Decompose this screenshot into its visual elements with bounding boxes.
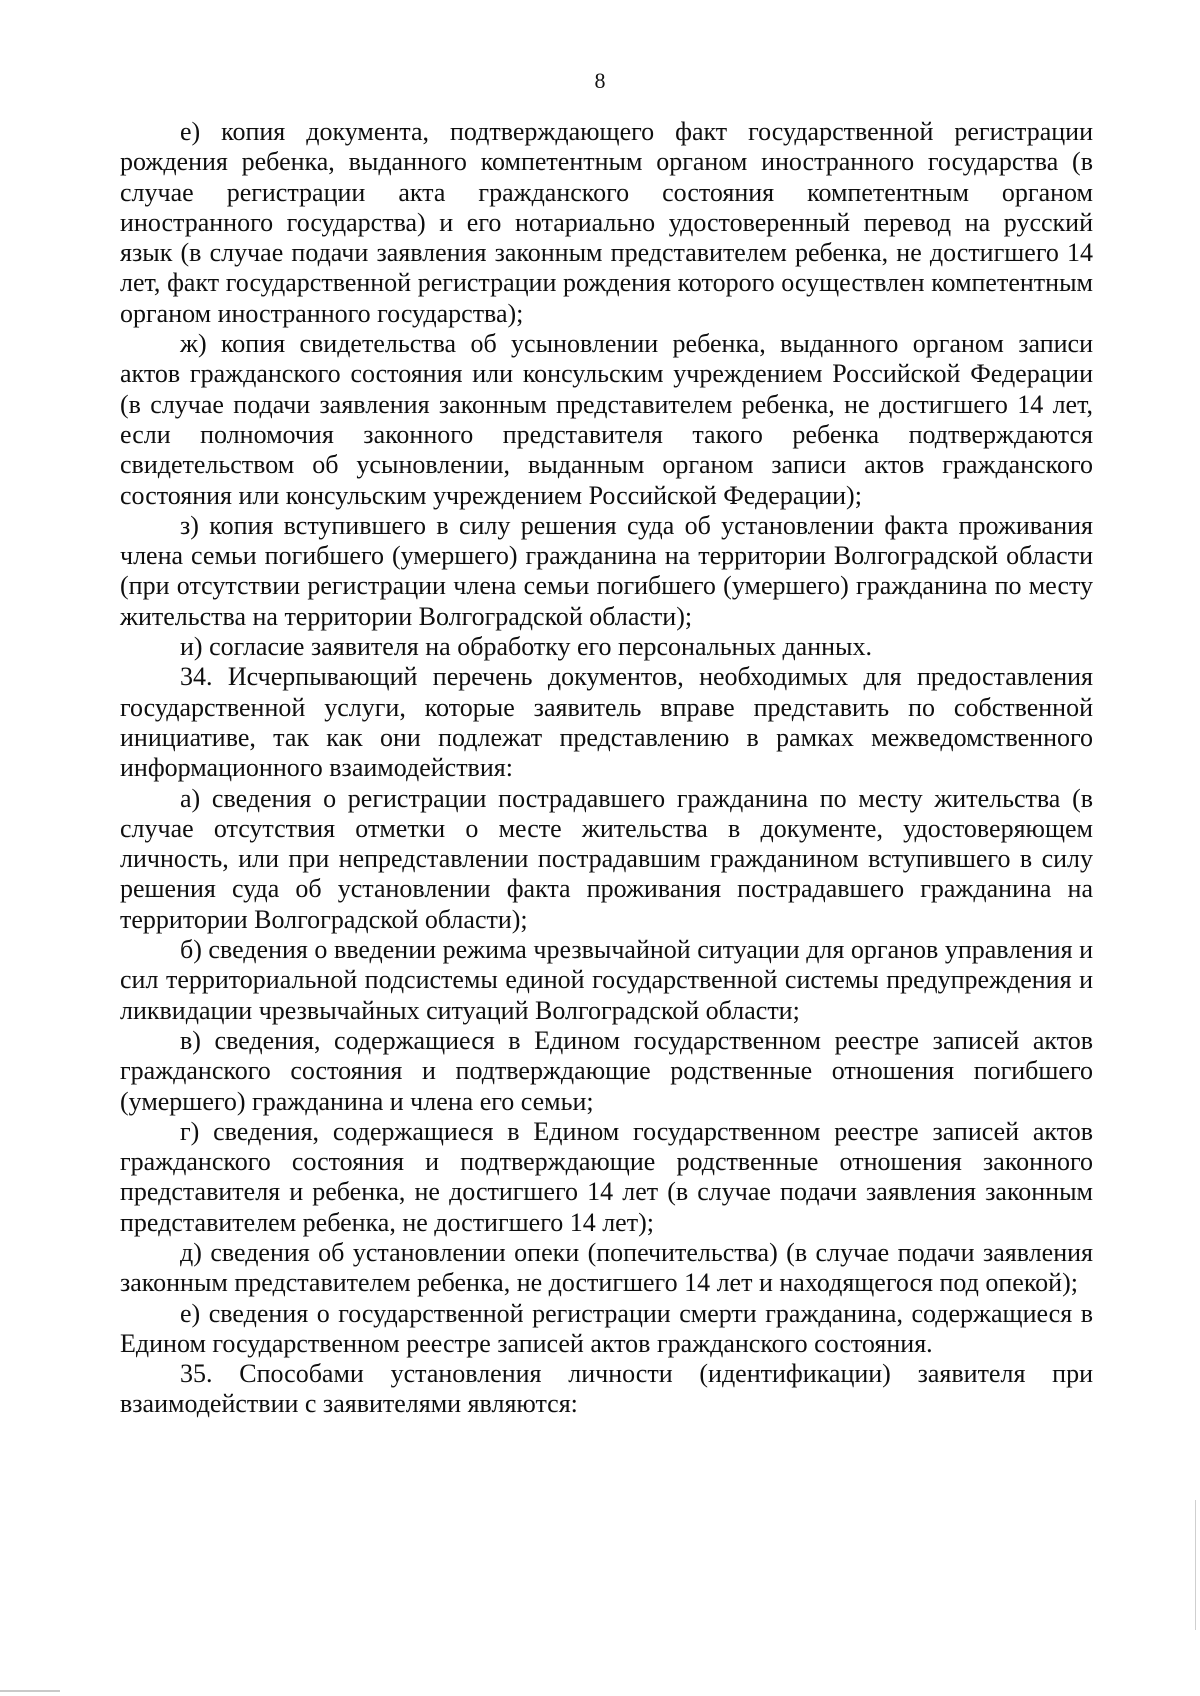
page-number: 8 [594, 68, 606, 93]
paragraph-item-zh-adoption-copy: ж) копия свидетельства об усыновлении ребенка, выданного органом записи актов гражданского состояния или консульским учреждением Российской Федерации (в случае подачи заявления законным представителем ребенка, не достигшего 14 лет, если полномочия законного представителя такого ребенка подтверждаются свидетельством об усыновлении, выданным органом записи актов гражданского состояния или консульским учреждением Российской Федерации); [120, 329, 1093, 510]
paragraph-35-identification: 35. Способами установления личности (идентификации) заявителя при взаимодействии с заявителями являются: [120, 1359, 1093, 1419]
paragraph-item-z-court-decision: з) копия вступившего в силу решения суда об установлении факта проживания члена семьи погибшего (умершего) гражданина на территории Волгоградской области (при отсутствии регистрации члена семьи погибшего (умершего) гражданина по месту жительства на территории Волгоградской области); [120, 510, 1093, 631]
scan-corner-mark [0, 1690, 60, 1692]
paragraph-item-i-consent: и) согласие заявителя на обработку его персональных данных. [180, 632, 873, 662]
document-body [120, 117, 1093, 1420]
scan-edge-mark [1195, 1500, 1196, 1630]
paragraph-item-b-emergency: б) сведения о введении режима чрезвычайной ситуации для органов управления и сил территориальной подсистемы единой государственной системы предупреждения и ликвидации чрезвычайных ситуаций Волгоградской области; [120, 935, 1093, 1025]
paragraph-item-g-representative: г) сведения, содержащиеся в Едином государственном реестре записей актов гражданского состояния и подтверждающие родственные отношения законного представителя и ребенка, не достигшего 14 лет (в случае подачи заявления законным представителем ребенка, не достигшего 14 лет); [120, 1116, 1093, 1237]
paragraph-item-e-death-registration: е) сведения о государственной регистрации смерти гражданина, содержащиеся в Едином государственном реестре записей актов гражданского состояния. [120, 1298, 1093, 1358]
paragraph-34-documents-list: 34. Исчерпывающий перечень документов, необходимых для предоставления государственной услуги, которые заявитель вправе представить по собственной инициативе, так как они подлежат представлению в рамках межведомственного информационного взаимодействия: [120, 662, 1093, 783]
paragraph-item-e-birth-copy: е) копия документа, подтверждающего факт государственной регистрации рождения ребенка, выданного компетентным органом иностранного государства (в случае регистрации акта гражданского состояния компетентным органом иностранного государства) и его нотариально удостоверенный перевод на русский язык (в случае подачи заявления законным представителем ребенка, не достигшего 14 лет, факт государственной регистрации рождения которого осуществлен компетентным органом иностранного государства); [120, 117, 1093, 328]
paragraph-item-d-guardianship: д) сведения об установлении опеки (попечительства) (в случае подачи заявления законным представителем ребенка, не достигшего 14 лет и находящегося под опекой); [120, 1237, 1093, 1298]
paragraph-item-a-registration: а) сведения о регистрации пострадавшего гражданина по месту жительства (в случае отсутствия отметки о месте жительства в документе, удостоверяющем личность, или при непредставлении пострадавшим гражданином вступившего в силу решения суда об установлении факта проживания пострадавшего гражданина на территории Волгоградской области); [120, 783, 1093, 934]
paragraph-item-v-kinship: в) сведения, содержащиеся в Едином государственном реестре записей актов гражданского состояния и подтверждающие родственные отношения погибшего (умершего) гражданина и члена его семьи; [120, 1025, 1093, 1116]
